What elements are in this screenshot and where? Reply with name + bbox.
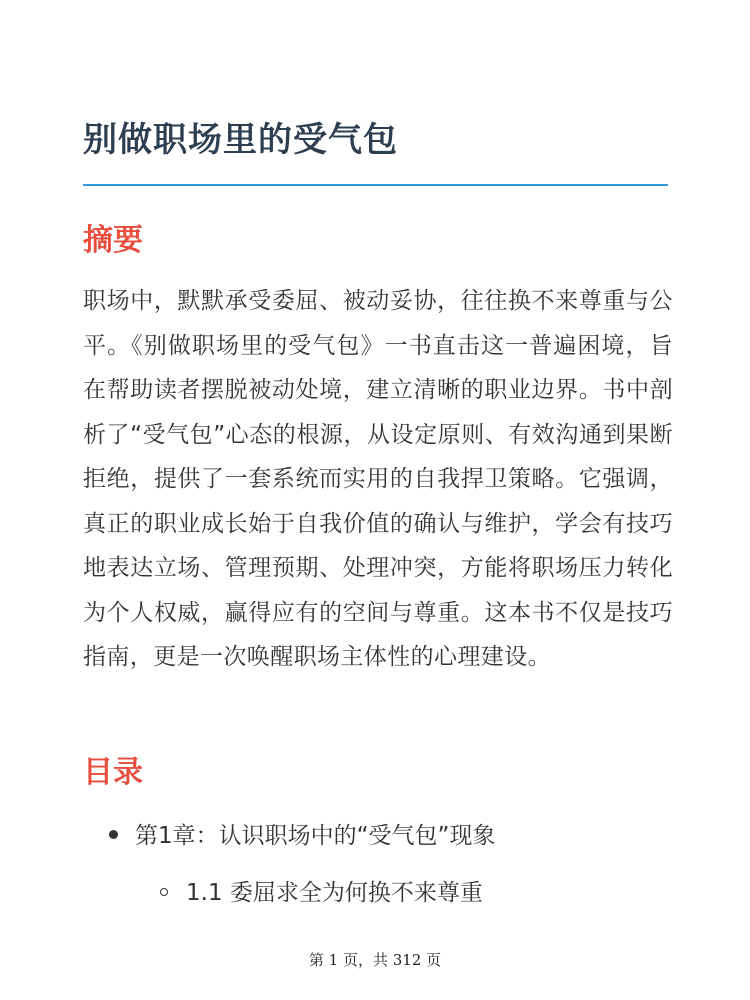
page-number-footer: 第 1 页，共 312 页 bbox=[308, 951, 442, 969]
toc-item-chapter-1[interactable] bbox=[109, 816, 495, 856]
document-title: 别做职场里的受气包 bbox=[83, 120, 398, 160]
toc-item-section-1-1[interactable] bbox=[160, 873, 483, 913]
circle-bullet-icon bbox=[160, 888, 168, 896]
title-divider bbox=[83, 184, 668, 186]
disc-bullet-icon bbox=[109, 830, 118, 839]
abstract-body: 职场中，默默承受委屈、被动妥协，往往换不来尊重与公平。《别做职场里的受气包》一书直击这一普遍困境，旨在帮助读者摆脱被动处境，建立清晰的职业边界。书中剖析了“受气包”心态的根源，从设定原则、有效沟通到果断拒绝，提供了一套系统而实用的自我捍卫策略。它强调，真正的职业成长始于自我价值的确认与维护，学会有技巧地表达立场、管理预期、处理冲突，方能将职场压力转化为个人权威，赢得应有的空间与尊重。这本书不仅是技巧指南，更是一次唤醒职场主体性的心理建设。 bbox=[83, 288, 673, 670]
toc-heading: 目录 bbox=[83, 755, 143, 790]
abstract-heading: 摘要 bbox=[83, 223, 143, 258]
toc-item-label: 1.1 委屈求全为何换不来尊重 bbox=[186, 880, 483, 906]
toc-item-label: 第1章：认识职场中的“受气包”现象 bbox=[135, 823, 496, 849]
